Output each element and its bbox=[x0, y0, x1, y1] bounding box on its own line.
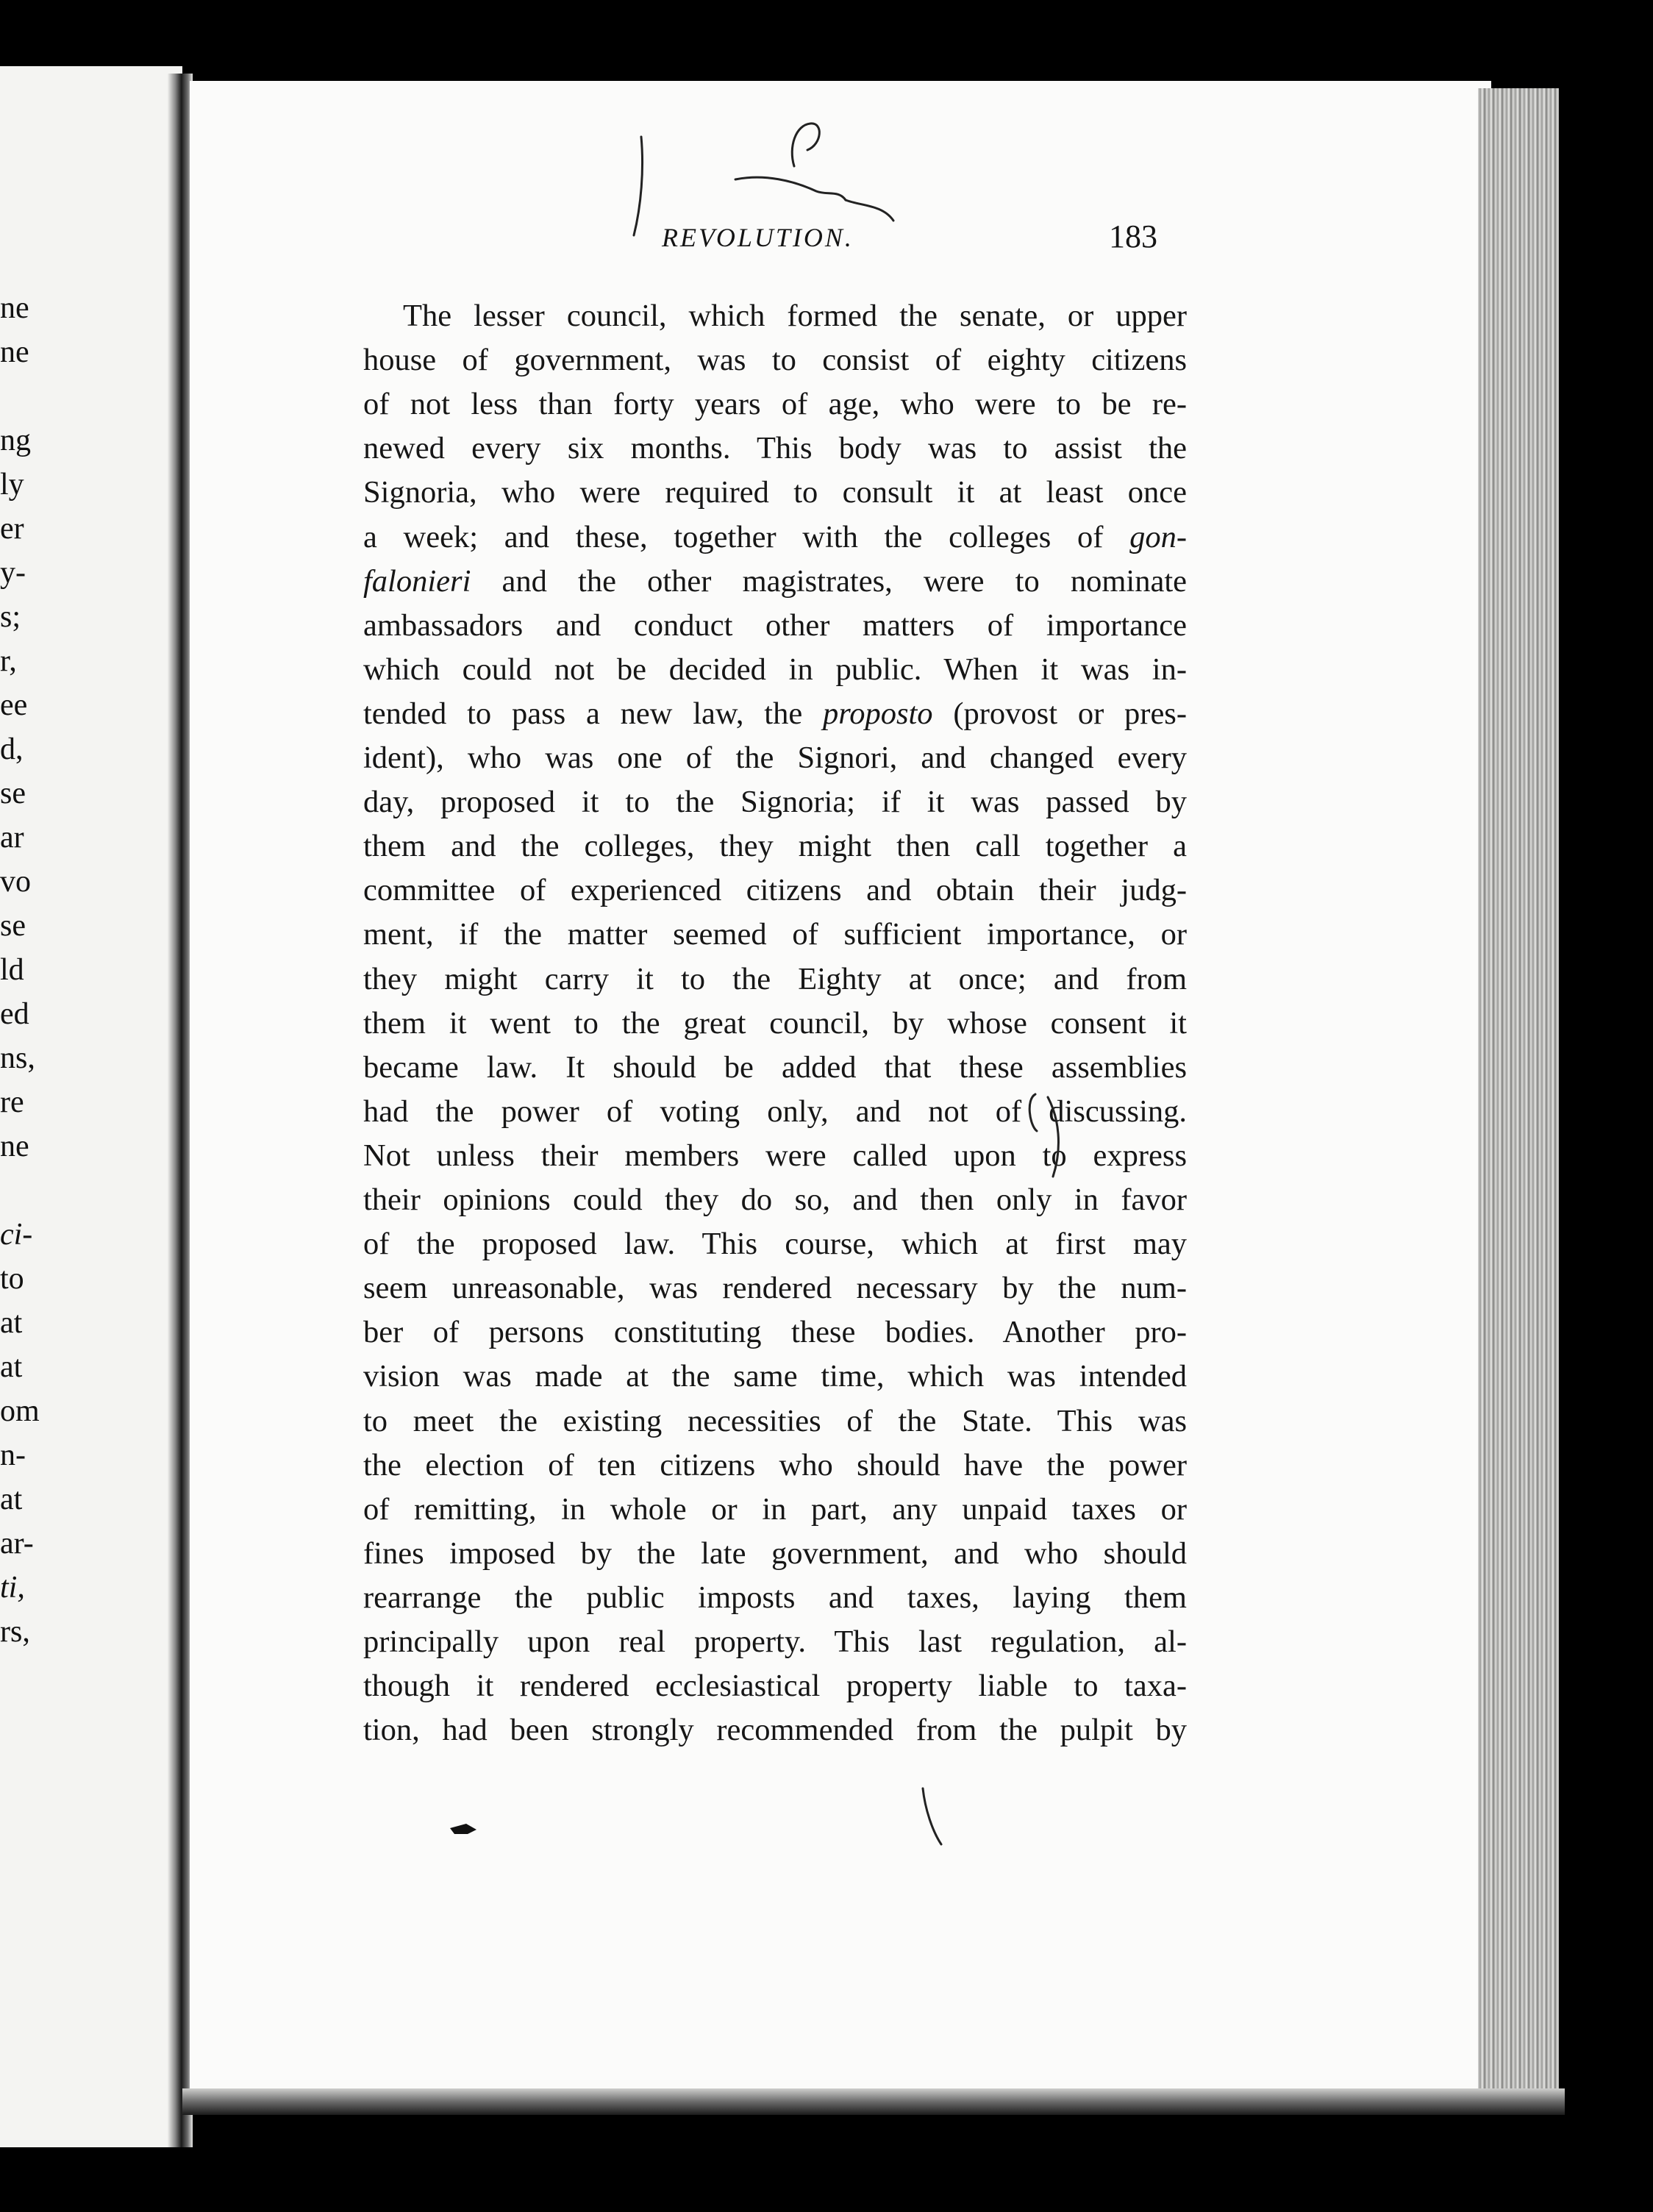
text-line bbox=[363, 1269, 1187, 1307]
text-line bbox=[363, 1137, 1187, 1175]
text-line bbox=[363, 1579, 1187, 1617]
left-page-fragment: ne bbox=[0, 1130, 29, 1163]
text-run: ambassadors and conduct other matters of importance bbox=[363, 607, 1187, 643]
left-page-fragment: n- bbox=[0, 1438, 26, 1472]
left-page-fragment: se bbox=[0, 909, 26, 943]
text-run: vision was made at the same time, which was intended bbox=[363, 1359, 1187, 1394]
text-run: day, proposed it to the Signoria; if it was passed by bbox=[363, 785, 1187, 820]
italic-term: falonieri bbox=[363, 563, 471, 599]
text-line bbox=[363, 1402, 1187, 1441]
text-line bbox=[363, 1049, 1187, 1087]
text-run: committee of experienced citizens and obtain their judg- bbox=[363, 873, 1187, 908]
text-line bbox=[363, 385, 1187, 424]
text-run: them and the colleges, they might then call together a bbox=[363, 829, 1187, 864]
left-page-fragment: ld bbox=[0, 953, 24, 987]
text-run: they might carry it to the Eighty at once; and from bbox=[363, 961, 1187, 996]
left-page-fragment: ar bbox=[0, 821, 24, 855]
text-run: seem unreasonable, was rendered necessary by the num- bbox=[363, 1271, 1187, 1306]
text-line bbox=[363, 916, 1187, 954]
running-head: REVOLUTION. bbox=[662, 223, 854, 252]
text-line bbox=[363, 1711, 1187, 1749]
text-run: their opinions could they do so, and then only in favor bbox=[363, 1182, 1187, 1217]
text-run: The lesser council, which formed the senate, or upper bbox=[403, 299, 1187, 333]
text-line bbox=[363, 827, 1187, 866]
text-run: ment, if the matter seemed of sufficient importance, or bbox=[363, 917, 1187, 952]
text-line bbox=[363, 695, 1187, 733]
left-page-fragment: r, bbox=[0, 644, 17, 678]
left-page-fragment: ns, bbox=[0, 1041, 35, 1075]
text-line bbox=[363, 518, 1187, 557]
left-page-fragment: at bbox=[0, 1483, 23, 1516]
left-page-fragment: s; bbox=[0, 600, 21, 634]
left-page-fragment: ne bbox=[0, 335, 29, 369]
text-line bbox=[363, 871, 1187, 910]
text-run: had the power of voting only, and not of discussing. bbox=[363, 1093, 1187, 1129]
text-run: of the proposed law. This course, which at first may bbox=[363, 1227, 1187, 1262]
left-page-fragment: ne bbox=[0, 291, 29, 325]
left-page-fragment: at bbox=[0, 1350, 23, 1384]
text-run: Not unless their members were called upon to express bbox=[363, 1138, 1187, 1173]
text-run: house of government, was to consist of eighty citizens bbox=[363, 343, 1187, 378]
text-line bbox=[363, 607, 1187, 645]
text-line bbox=[363, 783, 1187, 821]
text-run: them it went to the great council, by whose consent it bbox=[363, 1005, 1187, 1041]
text-line bbox=[363, 1225, 1187, 1263]
text-run: of not less than forty years of age, who were to be re- bbox=[363, 387, 1187, 422]
text-run: principally upon real property. This last regulation, al- bbox=[363, 1624, 1187, 1659]
italic-term: proposto bbox=[823, 696, 933, 731]
left-page-fragment: er bbox=[0, 512, 24, 546]
page-bottom-edge bbox=[182, 2088, 1565, 2115]
text-run: Signoria, who were required to consult it at least once bbox=[363, 475, 1187, 510]
left-page-fragment: vo bbox=[0, 865, 31, 899]
previous-page-edge bbox=[0, 66, 182, 2147]
text-line bbox=[363, 651, 1187, 689]
text-line bbox=[363, 1005, 1187, 1043]
text-run: fines imposed by the late government, and who should bbox=[363, 1535, 1187, 1571]
text-run: ber of persons constituting these bodies. Another pro- bbox=[363, 1315, 1187, 1350]
text-run: though it rendered ecclesiastical property liable to taxa- bbox=[363, 1669, 1187, 1704]
text-run: the election of ten citizens who should have the power bbox=[363, 1447, 1187, 1483]
left-page-fragment: ti, bbox=[0, 1571, 25, 1605]
text-line bbox=[363, 739, 1187, 777]
text-run: rearrange the public imposts and taxes, laying them bbox=[363, 1580, 1187, 1615]
text-line bbox=[363, 1535, 1187, 1573]
italic-term: gon- bbox=[1129, 519, 1187, 554]
text-run: which could not be decided in public. When it was in- bbox=[363, 652, 1187, 687]
text-run: and the other magistrates, were to nominate bbox=[471, 563, 1187, 599]
text-line bbox=[363, 1491, 1187, 1529]
left-page-fragment: rs, bbox=[0, 1615, 30, 1649]
left-page-fragment: se bbox=[0, 777, 26, 810]
text-line bbox=[363, 341, 1187, 379]
left-page-fragment: d, bbox=[0, 732, 24, 766]
left-page-fragment: ly bbox=[0, 468, 24, 502]
text-run: ident), who was one of the Signori, and changed every bbox=[363, 741, 1187, 775]
text-run: became law. It should be added that these assemblies bbox=[363, 1049, 1187, 1085]
text-line bbox=[363, 960, 1187, 999]
text-line bbox=[363, 1667, 1187, 1705]
left-page-fragment: ci- bbox=[0, 1218, 33, 1252]
text-line bbox=[363, 429, 1187, 468]
left-page-fragment: ar- bbox=[0, 1527, 34, 1560]
page-stack-edge bbox=[1478, 88, 1559, 2088]
book-gutter bbox=[168, 74, 193, 2147]
text-run: (provost or pres- bbox=[932, 696, 1187, 731]
text-line bbox=[363, 297, 1187, 335]
left-page-fragment: y- bbox=[0, 556, 26, 590]
left-page-fragment: ee bbox=[0, 688, 28, 722]
text-line bbox=[363, 1357, 1187, 1396]
text-line bbox=[363, 563, 1187, 601]
text-line bbox=[363, 1093, 1187, 1131]
text-run: tion, had been strongly recommended from the pulpit by bbox=[363, 1713, 1187, 1748]
book-page bbox=[190, 81, 1491, 2096]
text-line bbox=[363, 1446, 1187, 1485]
text-run: to meet the existing necessities of the State. This was bbox=[363, 1403, 1187, 1438]
text-run: a week; and these, together with the colleges of bbox=[363, 519, 1130, 554]
left-page-fragment: at bbox=[0, 1306, 23, 1340]
page-number: 183 bbox=[1109, 218, 1157, 254]
left-page-fragment: re bbox=[0, 1085, 24, 1119]
text-run: of remitting, in whole or in part, any unpaid taxes or bbox=[363, 1491, 1187, 1527]
text-line bbox=[363, 1623, 1187, 1661]
left-page-fragment: to bbox=[0, 1262, 24, 1296]
text-run: tended to pass a new law, the bbox=[363, 696, 823, 731]
text-run: newed every six months. This body was to assist the bbox=[363, 431, 1187, 466]
text-line bbox=[363, 1181, 1187, 1219]
left-page-fragment: ed bbox=[0, 997, 29, 1031]
text-line bbox=[363, 1313, 1187, 1352]
left-page-fragment: om bbox=[0, 1394, 40, 1428]
text-line bbox=[363, 474, 1187, 512]
left-page-fragment: ng bbox=[0, 424, 31, 457]
